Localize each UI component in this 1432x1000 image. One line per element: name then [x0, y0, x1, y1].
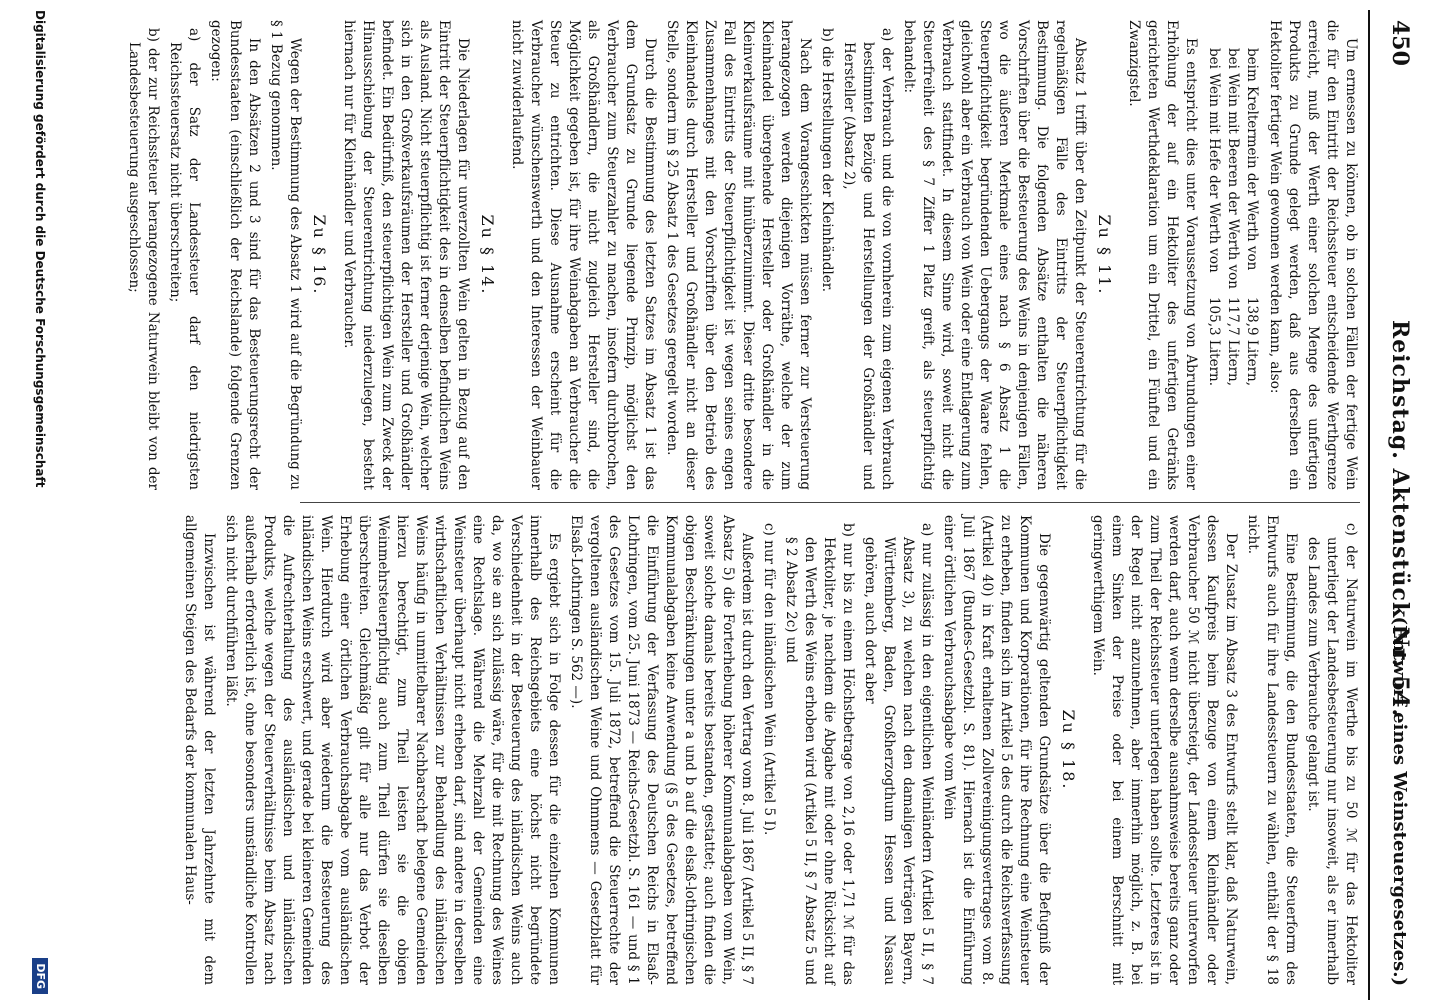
section-heading-11: Zu § 11. — [1095, 214, 1114, 296]
list-item: c) nur für den inländischen Wein (Artikel 5 I). — [761, 523, 777, 836]
wine-label: bei Wein mit Hefe der Werth von — [1206, 48, 1222, 273]
page-number: 450 — [1387, 20, 1413, 66]
page-subtitle: (Entwurf eines Weinsteuergesetzes.) — [1389, 616, 1411, 986]
paragraph: Eine Bestimmung, die den Bundesstaaten, die Steuerform des Entwurfs auch für ihre Landessteuern zu wählen, enthält der § 18 nicht. — [1245, 515, 1299, 985]
paragraph: Absatz 1 trifft über den Zeitpunkt der Steuerentrichtung für die regelmäßigen Fälle des Eintritts der Steuerpflichtigkeit Bestimmung. Die folgenden Absätze enthalten die näheren Vorschriften über die Besteuerung des Weins in denjenigen Fällen, wo die äußeren Merkmale eines nach § 6 Absatz 1 die Steuerpflichtigkeit begründenden Uebergangs der Waare fehlen, gleichwohl aber ein Verbrauch von Wein oder eine Entlagerung zum Verbrauch stattfindet. In diesem Sinne wird, soweit nicht die Steuerfreiheit des § 7 Ziffer 1 Platz greift, als steuerpflichtig behandelt: — [901, 20, 1088, 490]
table-row — [1242, 48, 1261, 394]
paragraph: In den Absätzen 2 und 3 sind für das Besteuerungsrecht der Bundesstaaten (einschließlich der Reichslande) folgende Grenzen gezogen: — [208, 20, 262, 490]
wine-value: 105,3 Litern. — [1206, 296, 1222, 387]
intro-paragraph: Um ermessen zu können, ob in solchen Fällen der fertige Wein die für den Eintritt der Reichssteuer entscheidende Werthgrenze erreicht, muß der Werth einer solchen Menge des unfertigen Produkts zu Grunde gelegt werden, daß aus derselben ein Hektoliter fertiger Wein gewonnen werden kann, also: — [1267, 20, 1359, 490]
paragraph: Außerdem ist durch den Vertrag vom 8. Juli 1867 (Artikel 5 II, § 7 Absatz 5) die Forterhebung höherer Kommunalabgaben vom Wein, soweit solche damals bereits bestanden, gestattet; auch finden die obigen Beschränkungen unter a und b auf die elsaß-lothringischen Kommunalabgaben keine Anwendung (§ 5 des Gesetzes, betreffend die Einführung der Verfassung des Deutschen Reichs in Elsaß-Lothringen, vom 25. Juni 1873 — Reichs-Gesetzbl. S. 161 — und § 1 des Gesetzes vom 15. Juli 1872, betreffend die Steuerrechte der vergoltenen ausländischen Weine und Ohmmens — Gesetzblatt für Elsaß-Lothringen S. 562 —). — [568, 515, 755, 985]
section-heading-16: Zu § 16. — [310, 214, 329, 296]
paragraph: Es ergiebt sich in Folge dessen für die einzelnen Kommunen innerhalb des Reichsgebiets eine höchst nicht begründete Verschiedenheit in der Besteuerung des inländischen Weins auch da, wo sie an sich zulässig wäre, für die mit Rechnung des Weines eine Rechtslage. Während die Mehrzahl der Gemeinden eine Weinsteuer überhaupt nicht erheben darf, sind andere in derselben wirthschaftlichen Verhältnissen zur Behandlung des inländischen Weins häufig in unmittelbarer Nachbarschaft belegene Gemeinden hierzu berechtigt, zum Theil leisten sie die obigen Weinmehrsteuerpflichtig auch zum Theil dürfen sie dieselben überschreiten. Gleichmäßig gilt für alle nur das Verbot der Erhebung einer örtlichen Verbrauchsabgabe vom ausländischen Wein. Hierdurch wird aber wiederum die Besteuerung des inländischen Weins erschwert, und gerade bei kleineren Gemeinden die Aufrechterhaltung des ausländischen und inländischen Produkts, welche wegen der Steuerverhältnisse beim Absatz nach außerhalb erforderlich ist, ohne besonders umständliche Kontrollen sich nicht durchführen läßt. — [223, 515, 562, 985]
paragraph: Die gegenwärtig geltenden Grundsätze über die Befugniß der Kommunen und Korporationen, für ihre Rechnung eine Weinsteuer zu erheben, finden sich im Artikel 5 des durch die Reichsverfassung (Artikel 40) in Kraft erhaltenen Zollvereinigungsvertrages vom 8. Juli 1867 (Bundes-Gesetzbl. S. 81). Hiernach ist die Einführung einer örtlichen Verbrauchsabgabe vom Wein — [941, 515, 1052, 985]
digitization-footer — [32, 10, 48, 1000]
section-heading-14: Zu § 14. — [478, 214, 497, 296]
section-heading-18: Zu § 18. — [1059, 709, 1078, 791]
paragraph: Durch die Bestimmung des letzten Satzes im Absatz 1 ist das dem Grundsatz zu Grunde liegende Prinzip, möglichst den Verbraucher zum Steuerzahler zu machen, insofern durchbrochen, als Großhändlern, die nicht zugleich Hersteller sind, die Möglichkeit gegeben ist, für ihre Weinabgaben an Verbraucher die Steuer zu entrichten. Diese Ausnahme erscheint für die Verbraucher wünschenswerth und den Interessen der Weinbauer nicht zuwiderlaufend. — [509, 20, 658, 490]
paragraph: Wegen der Bestimmung des Absatz 1 wird auf die Begründung zu § 1 Bezug genommen. — [268, 20, 303, 490]
wine-label: bei Wein mit Beeren der Werth von — [1225, 48, 1241, 289]
wine-value-table — [1204, 48, 1261, 394]
page-title: Reichstag. Aktenstück Nr. 54. — [1387, 320, 1413, 718]
paragraph: Der Zusatz im Absatz 3 des Entwurfs stellt klar, daß Naturwein, dessen Kaufpreis beim Bezuge von einem Kleinhändler oder Verbraucher 50 ℳ nicht übersteigt, der Landessteuer unterworfen werden darf, auch wenn derselbe ausnahmsweise bereits ganz oder zum Theil der Reichssteuer unterlegen haben sollte. Letzteres ist in der Regel nicht anzunehmen, aber immerhin möglich, z. B. bei einem Sinken der Preise oder bei einem Berschnitt mit geringwerthigem Wein. — [1090, 515, 1239, 985]
list-item: b) nur bis zu einem Höchstbetrage von 2,16 oder 1,71 ℳ für das Hektoliter, je nachdem die Abgabe mit oder ohne Rücksicht auf den Werth des Weins erhoben wird (Artikel 5 II, § 7 Absatz 5 und § 2 Absatz 2c) und — [783, 523, 856, 985]
right-column — [177, 515, 1360, 985]
list-item: a) der Satz der Landessteuer darf den niedrigsten Reichssteuersatz nicht überschreiten; — [167, 28, 202, 490]
list-item: b) die Herstellungen der Kleinhändler. — [819, 28, 835, 293]
document-page — [30, 10, 1430, 1000]
page-header — [1368, 10, 1430, 1000]
paragraph: Inzwischen ist während der letzten Jahrzehnte mit dem allgemeinen Steigen des Bedarfs der kommunalen Haus- — [182, 515, 217, 985]
wine-value: 138,9 Litern, — [1244, 296, 1260, 387]
left-column — [121, 20, 1360, 490]
dfg-logo: DFG — [32, 958, 48, 994]
list-item: b) der zur Reichssteuer herangezogene Naturwein bleibt von der Landesbesteuerung ausgeschlossen; — [126, 28, 161, 490]
paragraph: Nach dem Vorangeschickten müssen ferner zur Versteuerung herangezogen werden diejenigen Vorräthe, welche der zum Kleinhandel übergehende Hersteller oder Großhändler in die Kleinverkaufsräume mit hinüberzunimmt. Dieser dritte besondere Fall des Eintritts der Steuerpflichtigkeit ist wegen seines engen Zusammenhanges mit den Vorschriften über den Betrieb des Kleinhandels durch Hersteller und Großhändler nicht an dieser Stelle, sondern im § 25 Absatz 1 des Gesetzes geregelt worden. — [664, 20, 813, 490]
list-item: c) der Naturwein im Werthe bis zu 50 ℳ für das Hektoliter unterliegt der Landesbesteuerung nur insoweit, als er innerhalb des Landes zum Verbrauche gelangt ist. — [1305, 523, 1359, 985]
list-item: a) der Verbrauch und die von vornherein zum eigenen Verbrauch bestimmten Bezüge und Herstellungen der Großhändler und Hersteller (Absatz 2), — [841, 28, 895, 490]
list-item: a) nur zulässig in den eigentlichen Weinländern (Artikel 5 II, § 7 Absatz 3), zu welchen nach den damaligen Verträgen Bayern, Württemberg, Baden, Großherzogthum Hessen und Nassau gehören, auch dort aber — [862, 523, 935, 985]
table-row — [1204, 48, 1223, 394]
wine-label: beim Kreltermein der Werth von — [1244, 48, 1260, 271]
table-row — [1223, 48, 1242, 394]
paragraph: Die Niederlagen für unverzollten Wein gelten in Bezug auf den Eintritt der Steuerpflichtigkeit des in denselben befindlichen Weins als Ausland. Nicht steuerpflichtig ist ferner derjenige Wein, welcher sich in den Großverkaufsräumen der Hersteller und Großhändler befindet. Ein Bedürfniß, den steuerpflichtigen Wein zum Zweck der Hinausschiebung der Steuerentrichtung niederzulegen, besteht hiernach nur für Kleinhändler und Verbraucher. — [341, 20, 471, 490]
footer-text: Digitalisierung gefördert durch die Deutsche Forschungsgemeinschaft — [33, 10, 47, 488]
column-divider — [300, 502, 1360, 503]
wine-value: 117,7 Litern, — [1225, 296, 1241, 387]
paragraph: Es entspricht dies unter Voraussetzung von Abrundungen einer Erhöhung der auf ein Hektoliter des unfertigen Getränks gerichteten Werthdeklaration um ein Drittel, ein Fünftel und ein Zwanzigstel. — [1126, 20, 1199, 490]
